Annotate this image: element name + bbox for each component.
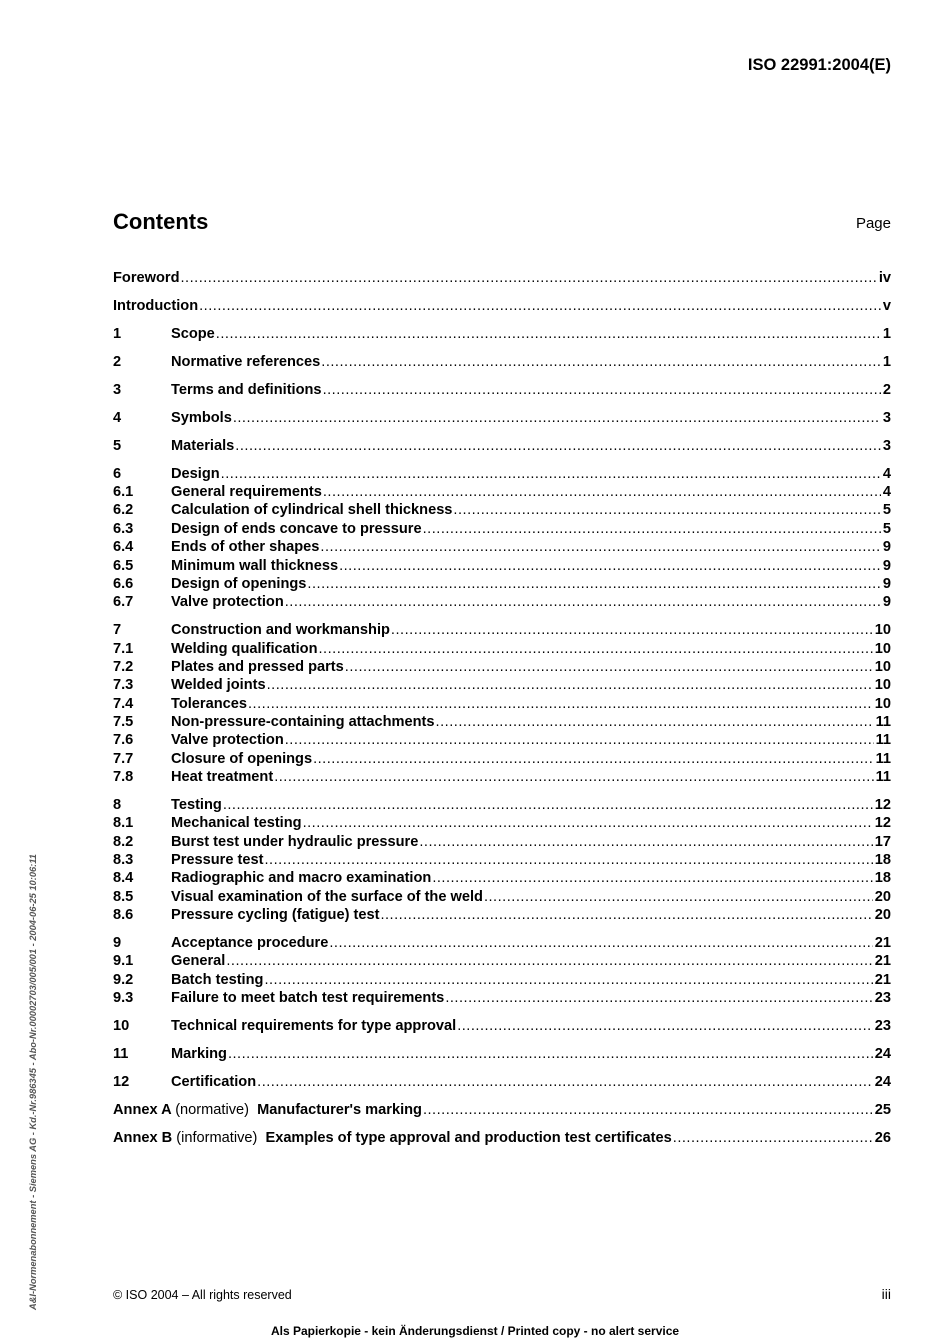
toc-entry-page: 23 [874, 990, 891, 1006]
toc-entry-page: 23 [874, 1018, 891, 1034]
toc-annex-label [113, 1129, 672, 1147]
toc-entry-number: 10 [113, 1018, 130, 1034]
toc-entry-title: Scope [171, 326, 215, 342]
toc-entry-title: Construction and workmanship [171, 622, 390, 638]
toc-entry[interactable] [113, 768, 891, 786]
toc-entry-number: 6.6 [113, 576, 134, 592]
toc-entry[interactable] [113, 713, 891, 731]
toc-entry[interactable] [113, 483, 891, 501]
toc-leader-dots [320, 538, 880, 556]
toc-entry-title: Pressure test [171, 852, 264, 868]
toc-entry-introduction[interactable] [113, 297, 891, 315]
toc-entry-page: 24 [874, 1074, 891, 1090]
annex-label: Annex B [113, 1130, 173, 1146]
toc-entry[interactable] [113, 676, 891, 694]
toc-leader-dots [285, 731, 874, 749]
toc-entry-number: 7.3 [113, 677, 134, 693]
toc-entry-number: 7.1 [113, 641, 134, 657]
toc-entry-page: 26 [874, 1130, 891, 1146]
toc-entry-page: 1 [882, 326, 891, 342]
toc-entry[interactable] [113, 833, 891, 851]
toc-entry-number: 9 [113, 935, 122, 951]
toc-entry-page: 12 [874, 797, 891, 813]
toc-leader-dots [264, 971, 872, 989]
toc-entry-number: 7.4 [113, 696, 134, 712]
toc-entry-number: 6.3 [113, 521, 134, 537]
toc-entry[interactable] [113, 520, 891, 538]
toc-entry-title: Valve protection [171, 732, 284, 748]
subscription-watermark: A&I-Normenabonnement - Siemens AG - Kd.-Nr.986345 - Abo-Nr.00002703/005/001 - 2004-06-25 10:06:11 [28, 854, 38, 1310]
toc-entry-number: 9.2 [113, 972, 134, 988]
toc-entry-title: Valve protection [171, 594, 284, 610]
toc-entry[interactable] [113, 593, 891, 611]
toc-entry-title: Introduction [113, 298, 199, 314]
toc-entry-title: Heat treatment [171, 769, 274, 785]
toc-entry-number: 8.2 [113, 834, 134, 850]
toc-entry-title: Non-pressure-containing attachments [171, 714, 435, 730]
toc-entry-page: 1 [882, 354, 891, 370]
toc-entry[interactable] [113, 640, 891, 658]
toc-entry-number: 8.5 [113, 889, 134, 905]
toc-leader-dots [303, 814, 873, 832]
toc-entry-page: 9 [882, 594, 891, 610]
toc-entry[interactable] [113, 952, 891, 970]
toc-leader-dots [484, 888, 873, 906]
toc-entry-title: Visual examination of the surface of the weld [171, 889, 483, 905]
toc-entry[interactable] [113, 1045, 891, 1063]
toc-entry[interactable] [113, 731, 891, 749]
toc-entry-title: Symbols [171, 410, 232, 426]
toc-entry-number: 8.3 [113, 852, 134, 868]
toc-entry-page: 25 [874, 1102, 891, 1118]
toc-entry[interactable] [113, 557, 891, 575]
document-id: ISO 22991:2004(E) [747, 56, 891, 74]
toc-entry-annex-b[interactable] [113, 1129, 891, 1147]
toc-entry-title: Testing [171, 797, 222, 813]
toc-entry[interactable] [113, 325, 891, 343]
toc-entry[interactable] [113, 989, 891, 1007]
toc-entry-number: 7.5 [113, 714, 134, 730]
toc-entry[interactable] [113, 814, 891, 832]
toc-entry-page: 4 [882, 466, 891, 482]
toc-leader-dots [228, 1045, 873, 1063]
toc-leader-dots [307, 575, 880, 593]
toc-entry-title: Foreword [113, 270, 180, 286]
toc-entry[interactable] [113, 465, 891, 483]
toc-entry-number: 9.3 [113, 990, 134, 1006]
toc-leader-dots [345, 658, 873, 676]
toc-entry-title: Materials [171, 438, 235, 454]
toc-entry-title: Design of openings [171, 576, 307, 592]
toc-entry-page: 10 [874, 641, 891, 657]
toc-entry-number: 7.8 [113, 769, 134, 785]
toc-entry-number: 8.4 [113, 870, 134, 886]
toc-leader-dots [321, 353, 881, 371]
toc-entry-title: Design of ends concave to pressure [171, 521, 422, 537]
toc-entry-page: 10 [874, 659, 891, 675]
toc-entry-annex-a[interactable] [113, 1101, 891, 1119]
toc-entry-number: 12 [113, 1074, 130, 1090]
toc-leader-dots [323, 483, 881, 501]
toc-entry-number: 4 [113, 410, 122, 426]
toc-entry-page: 11 [875, 769, 891, 785]
toc-entry-number: 11 [113, 1046, 129, 1062]
toc-leader-dots [339, 557, 881, 575]
toc-entry-number: 6.4 [113, 539, 134, 555]
toc-entry-number: 6 [113, 466, 122, 482]
toc-entry-page: 21 [874, 953, 891, 969]
toc-entry-title: Welded joints [171, 677, 266, 693]
copyright-notice: © ISO 2004 – All rights reserved [113, 1288, 292, 1302]
toc-entry-title: Terms and definitions [171, 382, 322, 398]
toc-entry-title: Minimum wall thickness [171, 558, 339, 574]
toc-entry-number: 7.6 [113, 732, 134, 748]
toc-leader-dots [453, 501, 880, 519]
toc-entry-page: 18 [874, 852, 891, 868]
toc-entry-title: Examples of type approval and production test certificates [265, 1130, 672, 1146]
toc-entry-number: 8 [113, 797, 122, 813]
toc-entry-title: Batch testing [171, 972, 264, 988]
toc-entry-page: 4 [882, 484, 891, 500]
annex-type: (normative) [175, 1102, 249, 1118]
toc-entry-title: General requirements [171, 484, 322, 500]
toc-entry-number: 6.2 [113, 502, 134, 518]
toc-entry-page: 11 [875, 714, 891, 730]
toc-entry-title: Technical requirements for type approval [171, 1018, 457, 1034]
toc-entry[interactable] [113, 888, 891, 906]
toc-entry-title: Tolerances [171, 696, 247, 712]
toc-entry[interactable] [113, 621, 891, 639]
toc-leader-dots [223, 796, 873, 814]
toc-leader-dots [199, 297, 881, 315]
toc-entry[interactable] [113, 906, 891, 924]
toc-entry[interactable] [113, 1073, 891, 1091]
toc-annex-label [113, 1101, 422, 1119]
toc-entry-page: 2 [882, 382, 891, 398]
toc-entry[interactable] [113, 851, 891, 869]
toc-entry[interactable] [113, 353, 891, 371]
toc-entry-page: 10 [874, 622, 891, 638]
toc-entry-number: 7.2 [113, 659, 134, 675]
page-title: Contents [113, 209, 209, 234]
toc-entry[interactable] [113, 409, 891, 427]
toc-leader-dots [274, 768, 873, 786]
toc-leader-dots [423, 1101, 873, 1119]
toc-leader-dots [436, 713, 874, 731]
toc-entry-title: Certification [171, 1074, 257, 1090]
toc-entry-title: Pressure cycling (fatigue) test [171, 907, 380, 923]
toc-entry-page: 18 [874, 870, 891, 886]
toc-entry-page: 10 [874, 677, 891, 693]
toc-entry-title: Radiographic and macro examination [171, 870, 432, 886]
toc-leader-dots [216, 325, 881, 343]
toc-entry-page: 11 [875, 751, 891, 767]
toc-entry-title: Marking [171, 1046, 227, 1062]
toc-entry-title: Burst test under hydraulic pressure [171, 834, 419, 850]
toc-entry-title: Ends of other shapes [171, 539, 320, 555]
toc-entry-page: 9 [882, 539, 891, 555]
toc-leader-dots [323, 381, 881, 399]
toc-leader-dots [419, 833, 872, 851]
toc-entry-page: 3 [882, 410, 891, 426]
toc-entry-page: 11 [875, 732, 891, 748]
toc-entry-number: 1 [113, 326, 122, 342]
toc-entry-page: 5 [882, 502, 891, 518]
toc-leader-dots [221, 465, 881, 483]
toc-entry[interactable] [113, 437, 891, 455]
page-number: iii [881, 1286, 891, 1302]
toc-leader-dots [180, 269, 876, 287]
print-notice: Als Papierkopie - kein Änderungsdienst / Printed copy - no alert service [270, 1324, 680, 1338]
toc-entry-title: Closure of openings [171, 751, 313, 767]
toc-leader-dots [313, 750, 873, 768]
toc-entry-page: 9 [882, 558, 891, 574]
toc-entry-page: 5 [882, 521, 891, 537]
toc-entry-title: Normative references [171, 354, 321, 370]
toc-entry-number: 6.5 [113, 558, 134, 574]
toc-entry-title: Design [171, 466, 220, 482]
toc-entry-title: Mechanical testing [171, 815, 302, 831]
toc-leader-dots [235, 437, 881, 455]
toc-leader-dots [673, 1129, 873, 1147]
toc-leader-dots [380, 906, 872, 924]
toc-entry-number: 9.1 [113, 953, 134, 969]
toc-entry[interactable] [113, 381, 891, 399]
toc-entry[interactable] [113, 695, 891, 713]
toc-entry[interactable] [113, 501, 891, 519]
toc-entry-foreword[interactable] [113, 269, 891, 287]
toc-entry-number: 7.7 [113, 751, 134, 767]
toc-leader-dots [267, 676, 873, 694]
toc-entry[interactable] [113, 971, 891, 989]
toc-entry-title: Calculation of cylindrical shell thickness [171, 502, 453, 518]
toc-entry-title: Welding qualification [171, 641, 318, 657]
toc-entry-number: 3 [113, 382, 122, 398]
toc-entry[interactable] [113, 750, 891, 768]
toc-entry-title: Acceptance procedure [171, 935, 329, 951]
toc-leader-dots [457, 1017, 873, 1035]
toc-leader-dots [391, 621, 873, 639]
toc-leader-dots [233, 409, 881, 427]
toc-leader-dots [318, 640, 872, 658]
toc-entry[interactable] [113, 538, 891, 556]
toc-entry[interactable] [113, 869, 891, 887]
toc-entry-number: 6.1 [113, 484, 134, 500]
toc-entry-title: Failure to meet batch test requirements [171, 990, 445, 1006]
toc-entry-page: 17 [874, 834, 891, 850]
toc-entry-number: 2 [113, 354, 122, 370]
toc-entry[interactable] [113, 934, 891, 952]
toc-leader-dots [285, 593, 881, 611]
toc-entry[interactable] [113, 658, 891, 676]
toc-entry-page: 21 [874, 972, 891, 988]
toc-leader-dots [248, 695, 873, 713]
annex-label: Annex A [113, 1102, 172, 1118]
toc-entry[interactable] [113, 1017, 891, 1035]
toc-entry-page: 3 [882, 438, 891, 454]
toc-entry-page: iv [878, 270, 891, 286]
toc-entry-number: 5 [113, 438, 122, 454]
toc-entry-page: 9 [882, 576, 891, 592]
toc-entry[interactable] [113, 796, 891, 814]
toc-entry-page: 24 [874, 1046, 891, 1062]
toc-entry-title: General [171, 953, 226, 969]
toc-entry-number: 8.6 [113, 907, 134, 923]
toc-entry-title: Plates and pressed parts [171, 659, 344, 675]
toc-leader-dots [423, 520, 881, 538]
annex-type: (informative) [176, 1130, 258, 1146]
toc-entry-number: 6.7 [113, 594, 134, 610]
toc-leader-dots [264, 851, 872, 869]
toc-entry-page: 10 [874, 696, 891, 712]
toc-entry-page: v [882, 298, 891, 314]
toc-entry-page: 20 [874, 907, 891, 923]
toc-entry-page: 20 [874, 889, 891, 905]
toc-leader-dots [226, 952, 872, 970]
page-column-label: Page [855, 215, 891, 232]
toc-leader-dots [257, 1073, 873, 1091]
toc-leader-dots [445, 989, 872, 1007]
toc-entry-page: 12 [874, 815, 891, 831]
toc-leader-dots [432, 869, 872, 887]
toc-entry-title: Manufacturer's marking [257, 1102, 422, 1118]
toc-entry[interactable] [113, 575, 891, 593]
toc-entry-number: 7 [113, 622, 122, 638]
toc-entry-number: 8.1 [113, 815, 134, 831]
toc-entry-page: 21 [874, 935, 891, 951]
toc-leader-dots [329, 934, 872, 952]
